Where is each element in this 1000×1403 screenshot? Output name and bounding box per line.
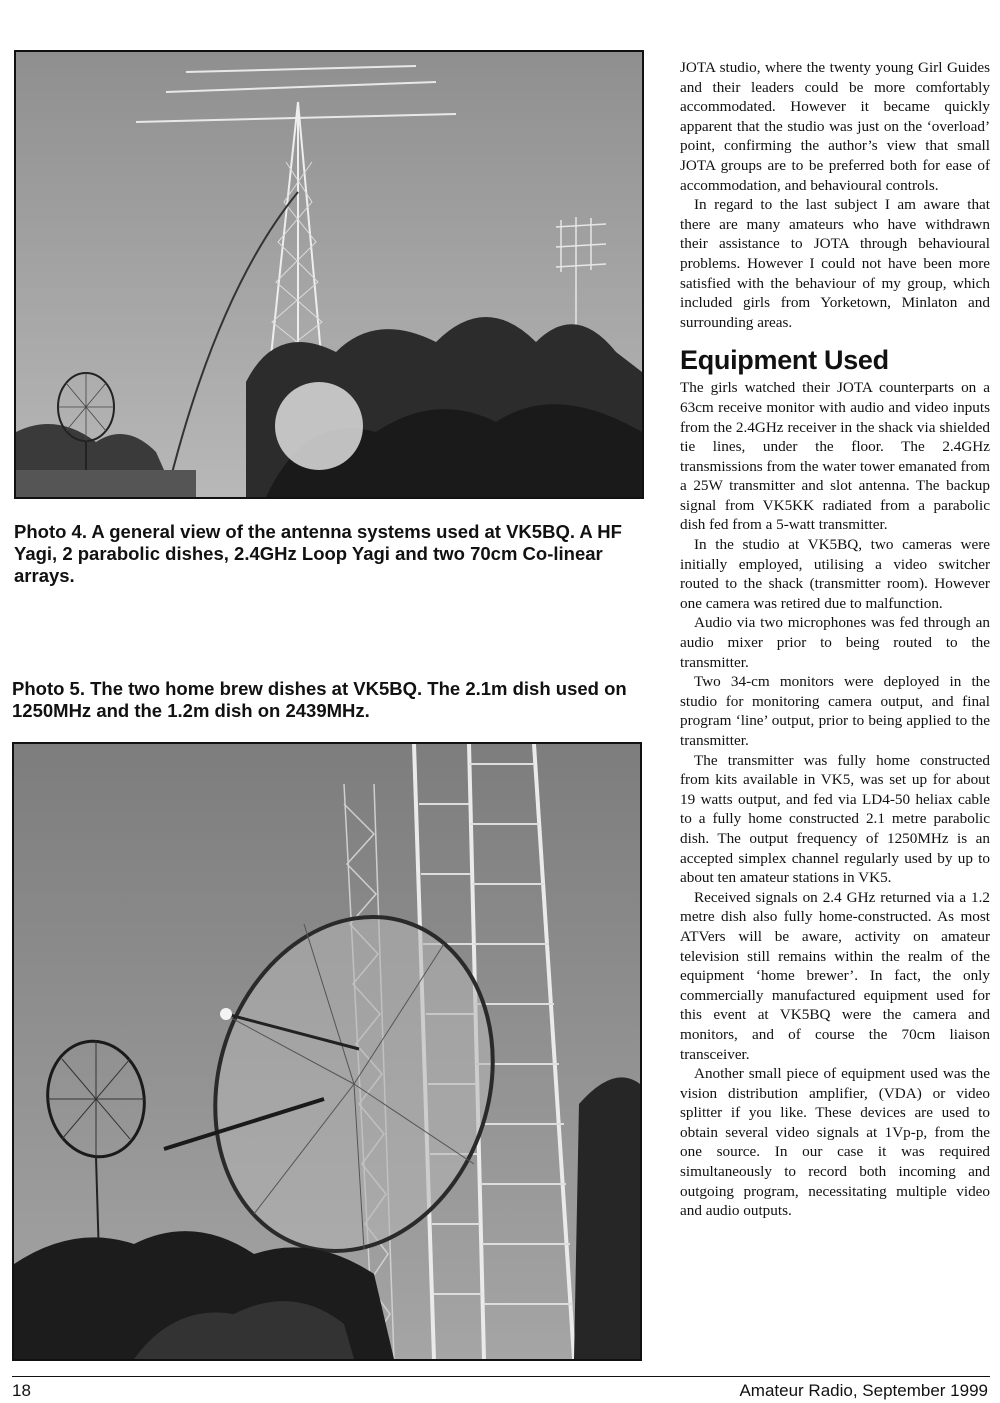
article-paragraph-8: Received signals on 2.4 GHz returned via a 1.2 metre dish also fully home-constructed. As most ATVers will be aware, activity on amateur television still remains within the realm of the equipment ‘home brewer’. In fact, the only commercially manufactured equipment used for this event at VK5BQ were the camera and monitors, and of course the 70cm liaison transceiver. [680,888,990,1063]
article-paragraph-4: In the studio at VK5BQ, two cameras were initially employed, utilising a video switcher routed to the shack (transmitter room). However one camera was retired due to malfunction. [680,536,990,612]
photo-5-image [14,744,640,1359]
section-heading-equipment-used: Equipment Used [680,345,889,376]
photo-4-image [16,52,642,497]
footer-rule [12,1376,990,1377]
article-paragraph-1: JOTA studio, where the twenty young Girl Guides and their leaders could be more comfortably accommodated. However it became quickly apparent that the studio was just on the ‘overload’ point, confirming the author’s view that small JOTA groups are to be preferred both for ease of accommodation, and behavioural controls. [680,59,990,194]
article-paragraph-7: The transmitter was fully home constructed from kits available in VK5, was set up for about 19 watts output, and fed via LD4-50 heliax cable to a fully home constructed 2.1 metre parabolic dish. The output frequency of 1250MHz is an accepted simplex channel regularly used by up to about ten amateur stations in VK5. [680,751,990,887]
photo-4-antenna-systems [14,50,644,499]
article-paragraph-2: In regard to the last subject I am aware that there are many amateurs who have withdrawn their assistance to JOTA through behavioural problems. However I could not have been more satisfied with the behaviour of my group, which included girls from Yorketown, Minlaton and surrounding areas. [680,196,990,331]
footer-publication: Amateur Radio, September 1999 [739,1381,988,1400]
page-number: 18 [12,1381,31,1400]
article-paragraph-6: Two 34-cm monitors were deployed in the studio for monitoring camera output, and final program ‘line’ output, prior to being applied to the transmitter. [680,673,990,749]
photo-4-caption: Photo 4. A general view of the antenna systems used at VK5BQ. A HF Yagi, 2 parabolic dishes, 2.4GHz Loop Yagi and two 70cm Co-linear arrays. [14,521,622,586]
photo-5-caption: Photo 5. The two home brew dishes at VK5BQ. The 2.1m dish used on 1250MHz and the 1.2m dish on 2439MHz. [12,678,627,721]
article-paragraph-9: Another small piece of equipment used was the vision distribution amplifier, (VDA) or video splitter if you like. These devices are used to obtain several video signals at 1Vp-p, from the one source. In our case it was required simultaneously to record both incoming and outgoing program, necessitating multiple video and audio outputs. [680,1065,990,1220]
photo-5-home-brew-dishes [12,742,642,1361]
article-paragraph-3: The girls watched their JOTA counterparts on a 63cm receive monitor with audio and video inputs from the 2.4GHz receiver in the shack via shielded tie lines, under the floor. The 2.4GHz transmissions from the water tower emanated from a 25W transmitter and slot antenna. The backup signal from VK5KK radiated from a parabolic dish fed from a 5-watt transmitter. [680,379,990,534]
article-column [680,58,990,1221]
article-paragraph-5: Audio via two microphones was fed through an audio mixer prior to being routed to the transmitter. [680,614,990,671]
